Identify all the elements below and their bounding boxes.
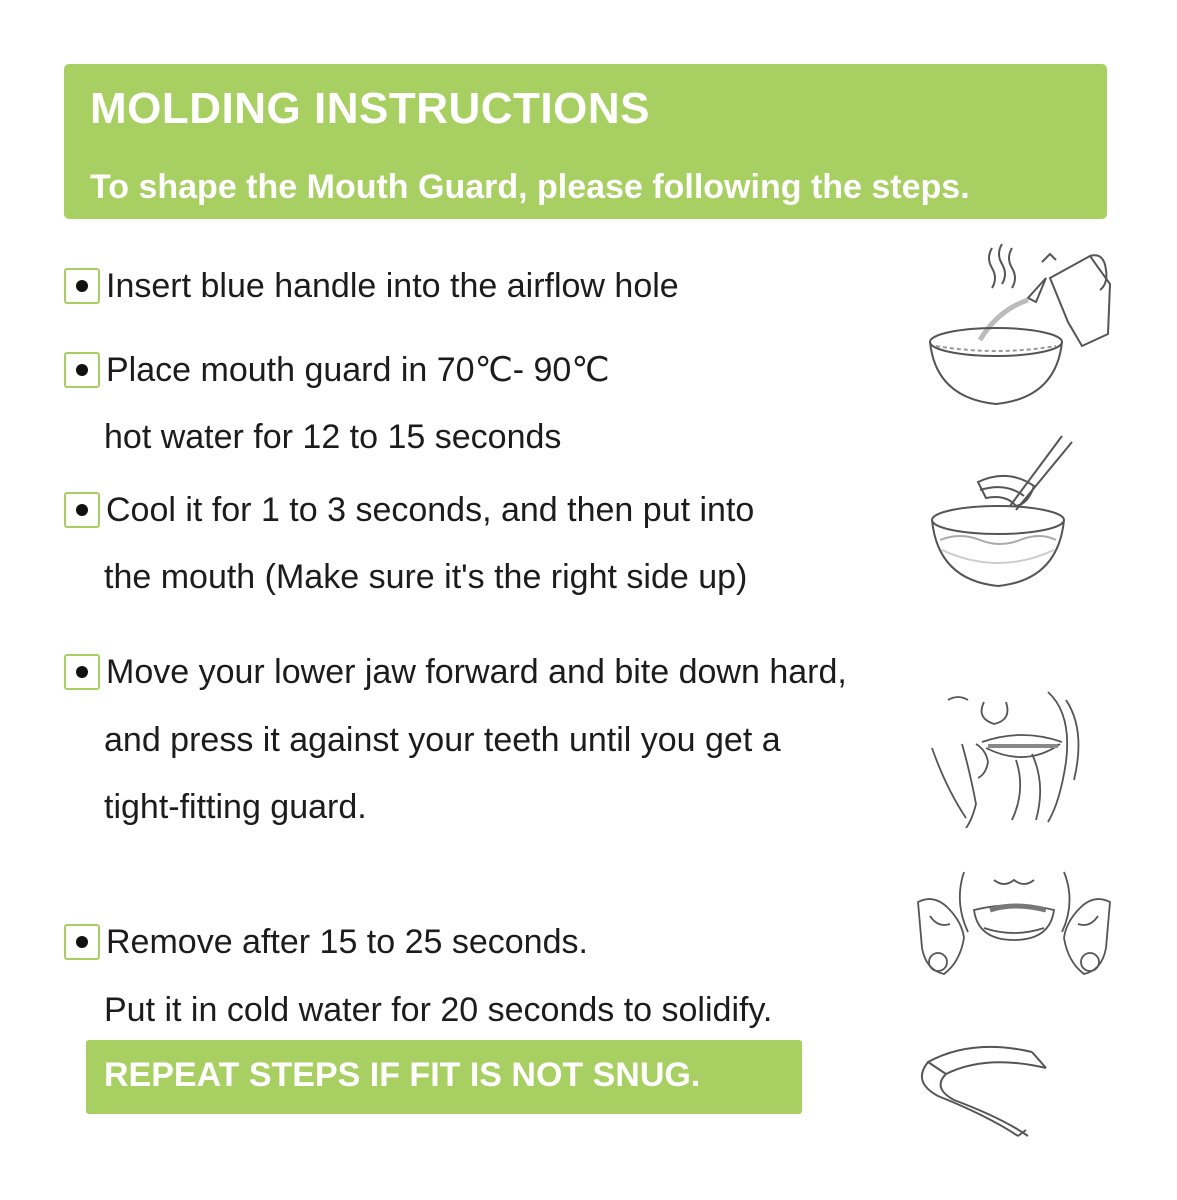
page-title: MOLDING INSTRUCTIONS xyxy=(90,84,650,133)
step-2-bullet-icon xyxy=(64,352,100,388)
repeat-steps-text: REPEAT STEPS IF FIT IS NOT SNUG. xyxy=(104,1056,701,1094)
step-3-line-2: the mouth (Make sure it's the right side up) xyxy=(104,558,748,596)
step-2-line-2: hot water for 12 to 15 seconds xyxy=(104,418,562,456)
kettle-pouring-into-bowl-icon xyxy=(920,238,1120,410)
biting-down-face-icon xyxy=(928,688,1088,828)
mouth-guard-icon xyxy=(912,1040,1062,1140)
step-4-line-3: tight-fitting guard. xyxy=(104,788,367,826)
step-4-bullet-icon xyxy=(64,654,100,690)
step-5-line-2: Put it in cold water for 20 seconds to solidify. xyxy=(104,991,773,1029)
step-4-line-2: and press it against your teeth until you get a xyxy=(104,721,781,759)
step-5-line-1: Remove after 15 to 25 seconds. xyxy=(106,923,588,961)
step-3-bullet-icon xyxy=(64,492,100,528)
step-2-line-1: Place mouth guard in 70℃- 90℃ xyxy=(106,351,610,389)
step-3-line-1: Cool it for 1 to 3 seconds, and then put into xyxy=(106,491,755,529)
step-5-bullet-icon xyxy=(64,924,100,960)
step-4-line-1: Move your lower jaw forward and bite down hard, xyxy=(106,653,847,691)
step-1-line-1: Insert blue handle into the airflow hole xyxy=(106,267,679,305)
step-1-bullet-icon xyxy=(64,268,100,304)
pressing-guard-face-icon xyxy=(914,866,1114,981)
page-subtitle: To shape the Mouth Guard, please following the steps. xyxy=(90,168,970,206)
tongs-dipping-guard-in-bowl-icon xyxy=(926,430,1096,595)
repeat-steps-banner xyxy=(86,1040,802,1114)
header-banner xyxy=(64,64,1107,219)
